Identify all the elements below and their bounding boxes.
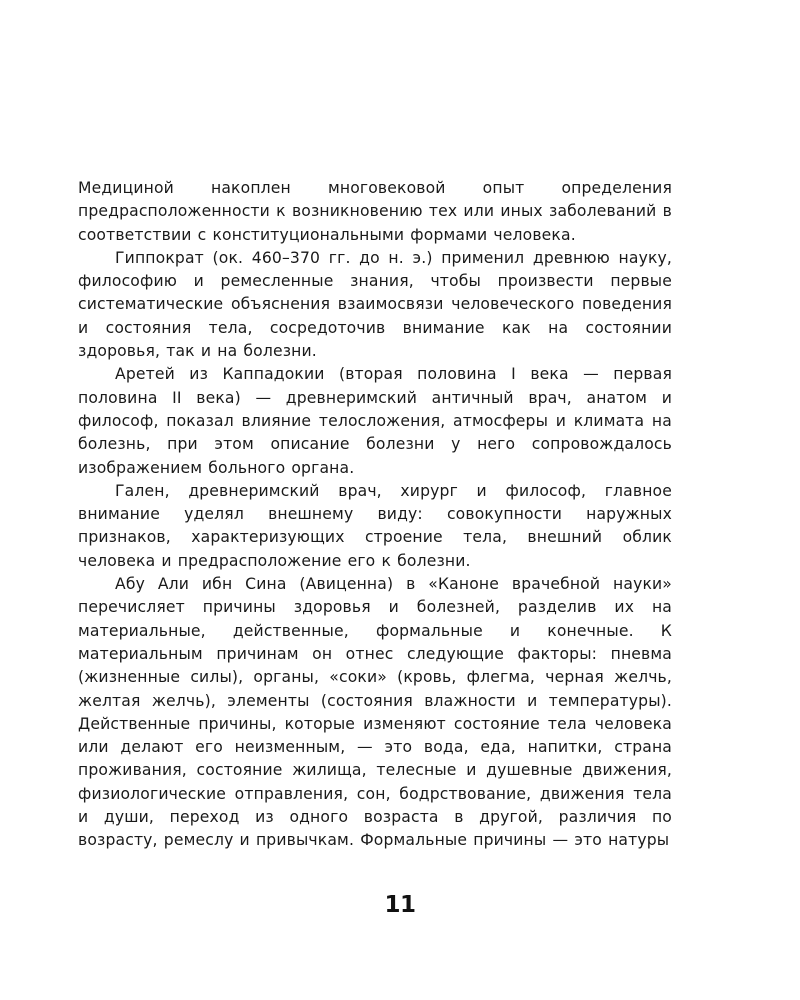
paragraph-aretaeus: Аретей из Каппадокии (вторая половина I века — первая половина II века) — древнеримский античный врач, анатом и философ, показал влияние телосложения, атмосферы и климата на болезнь, при этом описание болезни у него сопровождалось изображением больного органа. xyxy=(78,365,672,477)
page-number: 11 xyxy=(384,892,416,918)
paragraph-galen: Гален, древнеримский врач, хирург и философ, главное внимание уделял внешнему виду: совокупности наружных признаков, характеризующих строение тела, внешний облик человека и предрасположение его к болезни. xyxy=(78,481,672,570)
paragraph-avicenna: Абу Али ибн Сина (Авиценна) в «Каноне врачебной науки» перечисляет причины здоровья и болезней, разделив их на материальные, действенные, формальные и конечные. К материальным причинам он отнес следующие факторы: пневма (жизненные силы), органы, «соки» (кровь, флегма, черная желчь, желтая желчь), элементы (состояния влажности и температуры). Действенные причины, которые изменяют состояние тела человека или делают его неизменным, — это вода, еда, напитки, страна проживания, состояние жилища, телесные и душевные движения, физиологические отправления, сон, бодрствование, движения тела и души, переход из одного возраста в другой, различия по возрасту, ремеслу и привычкам. Формальные причины — это натуры xyxy=(78,575,672,850)
paragraph-intro: Медициной накоплен многовековой опыт определения предрасположенности к возникновению тех или иных заболеваний в соответствии с конституциональными формами человека. xyxy=(78,179,672,244)
body-text xyxy=(78,177,672,853)
paragraph-hippocrates: Гиппократ (ок. 460–370 гг. до н. э.) применил древнюю науку, философию и ремесленные знания, чтобы произвести первые систематические объяснения взаимосвязи человеческого поведения и состояния тела, сосредоточив внимание как на состоянии здоровья, так и на болезни. xyxy=(78,248,672,361)
